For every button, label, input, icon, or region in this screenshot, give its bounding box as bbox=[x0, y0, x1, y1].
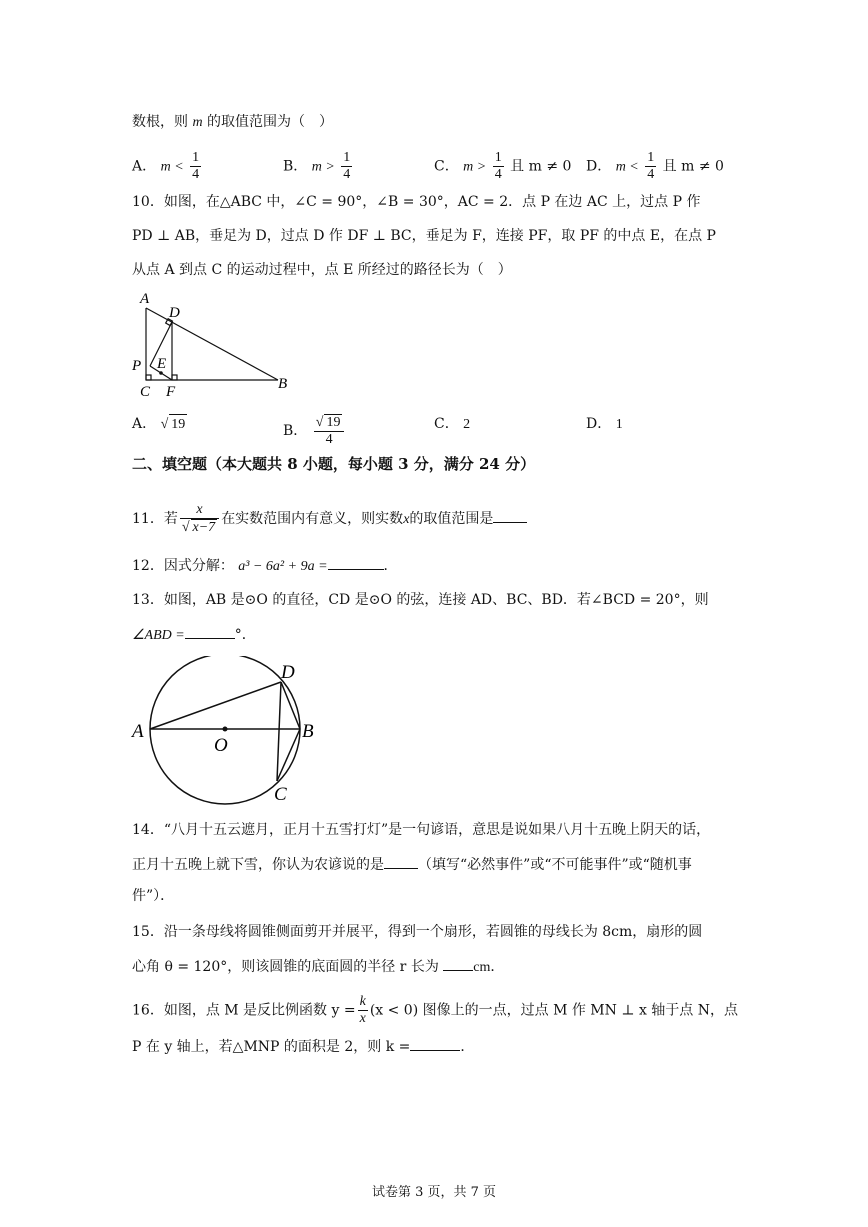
q13-circle-figure bbox=[128, 656, 328, 806]
label-d: D bbox=[281, 662, 295, 683]
option-label: B． bbox=[283, 423, 308, 439]
q9-option-a bbox=[132, 150, 203, 183]
q10-option-b bbox=[283, 414, 346, 448]
q16-text-a: 16．如图，点 M 是反比例函数 y = bbox=[132, 1002, 356, 1019]
answer-blank[interactable] bbox=[410, 1036, 460, 1051]
option-label: C． bbox=[434, 158, 459, 175]
label-b: B bbox=[278, 376, 288, 392]
section-heading: 二、填空题（本大题共 8 小题，每小题 3 分，满分 24 分） bbox=[132, 455, 536, 473]
q13-line-1: 13．如图，AB 是⊙O 的直径，CD 是⊙O 的弦，连接 AD、BC、BD．若∠BCD = 20°，则 bbox=[132, 592, 709, 608]
q11-var: x bbox=[403, 512, 410, 527]
q11-post: 在实数范围内有意义，则实数 bbox=[221, 511, 404, 527]
q16-end: ． bbox=[460, 1039, 475, 1055]
sqrt-sign: √ bbox=[315, 415, 324, 430]
denominator: 4 bbox=[325, 432, 333, 447]
fraction bbox=[341, 150, 352, 183]
q9-text-a: 数根，则 bbox=[132, 114, 188, 130]
option-label: A． bbox=[132, 416, 157, 432]
answer-blank[interactable] bbox=[185, 624, 235, 639]
q13-angle: ∠ABD = bbox=[132, 628, 185, 643]
denominator: x bbox=[359, 1011, 366, 1026]
option-label: A． bbox=[132, 158, 157, 175]
q10-triangle-figure bbox=[128, 288, 298, 400]
q14-line-2 bbox=[132, 854, 692, 875]
option-label: B． bbox=[283, 158, 308, 175]
q9-var-m: m bbox=[192, 115, 203, 130]
q9-text-b: 的取值范围为（ ） bbox=[207, 114, 334, 130]
q13-line-2 bbox=[132, 624, 256, 646]
denominator: 4 bbox=[647, 167, 655, 182]
q9-option-c bbox=[434, 150, 571, 183]
q10-line-2: PD ⊥ AB，垂足为 D，过点 D 作 DF ⊥ BC，垂足为 F，连接 PF，取 PF 的中点 E，在点 P bbox=[132, 228, 716, 244]
q10-option-a bbox=[132, 414, 187, 435]
option-suffix: 且 m ≠ 0 bbox=[510, 158, 572, 175]
q16-text-c: P 在 y 轴上，若△MNP 的面积是 2，则 k = bbox=[132, 1039, 411, 1055]
q13-degree: °． bbox=[234, 627, 256, 643]
q16-text-b: (x < 0) 图像上的一点，过点 M 作 MN ⊥ x 轴于点 N，点 bbox=[369, 1002, 739, 1019]
q11 bbox=[132, 502, 527, 536]
option-label: D． bbox=[586, 158, 612, 175]
q15-text-a: 心角 θ = 120°，则该圆锥的底面圆的半径 r 长为 bbox=[132, 959, 439, 975]
q14-line-1: 14．“八月十五云遮月，正月十五雪打灯”是一句谚语，意思是说如果八月十五晚上阴天的话， bbox=[132, 822, 711, 838]
fraction bbox=[358, 994, 368, 1027]
option-expr: m > bbox=[311, 159, 335, 175]
answer-blank[interactable] bbox=[443, 956, 473, 971]
fraction bbox=[314, 414, 345, 448]
label-d: D bbox=[169, 305, 180, 321]
label-b: B bbox=[302, 721, 314, 742]
label-p: P bbox=[132, 358, 142, 374]
q10-line-1: 10．如图，在△ABC 中，∠C = 90°，∠B = 30°，AC = 2．点 P 在边 AC 上，过点 P 作 bbox=[132, 194, 701, 210]
answer-blank[interactable] bbox=[384, 854, 418, 869]
q15-unit: cm． bbox=[473, 960, 505, 975]
option-label: C． bbox=[434, 416, 459, 432]
option-expr: m < bbox=[615, 159, 639, 175]
denominator: 4 bbox=[494, 167, 502, 182]
numerator bbox=[314, 414, 345, 432]
numerator: 1 bbox=[647, 150, 655, 165]
option-expr: m < bbox=[160, 159, 184, 175]
q15-line-2 bbox=[132, 956, 504, 978]
label-c: C bbox=[274, 784, 287, 805]
q9-stem bbox=[132, 112, 333, 133]
q9-option-b bbox=[283, 150, 354, 183]
q12-expr: a³ − 6a² + 9a = bbox=[238, 559, 328, 574]
q14-line-3: 件”）． bbox=[132, 888, 175, 904]
radicand: 19 bbox=[169, 414, 187, 435]
label-e: E bbox=[157, 356, 167, 372]
denominator: 4 bbox=[343, 167, 351, 182]
q15-line-1: 15．沿一条母线将圆锥侧面剪开并展平，得到一个扇形，若圆锥的母线长为 8cm，扇形的圆 bbox=[132, 924, 703, 940]
label-f: F bbox=[166, 384, 176, 400]
q14-text-b: （填写“必然事件”或“不可能事件”或“随机事 bbox=[418, 857, 692, 873]
numerator: 1 bbox=[343, 150, 351, 165]
numerator: 1 bbox=[494, 150, 502, 165]
fraction bbox=[190, 150, 201, 183]
denominator: 4 bbox=[192, 167, 200, 182]
q10-option-c bbox=[434, 414, 470, 435]
fraction bbox=[493, 150, 504, 183]
option-value: 2 bbox=[463, 417, 471, 432]
page-footer: 试卷第 3 页，共 7 页 bbox=[371, 1185, 497, 1200]
label-a: A bbox=[132, 721, 144, 742]
option-label: D． bbox=[586, 416, 612, 432]
option-expr: m > bbox=[463, 159, 487, 175]
label-o: O bbox=[214, 735, 228, 756]
denominator bbox=[180, 519, 219, 536]
q16-line-2 bbox=[132, 1036, 474, 1057]
option-value: 1 bbox=[615, 417, 623, 432]
q12-pre: 12．因式分解： bbox=[132, 558, 234, 574]
numerator: x bbox=[180, 502, 219, 519]
answer-blank[interactable] bbox=[493, 508, 527, 523]
numerator: k bbox=[359, 994, 366, 1009]
sqrt-sign: √ bbox=[160, 417, 169, 432]
option-suffix: 且 m ≠ 0 bbox=[662, 158, 724, 175]
radicand: x−7 bbox=[192, 520, 216, 535]
q14-text-a: 正月十五晚上就下雪，你认为农谚说的是 bbox=[132, 857, 384, 873]
fraction bbox=[180, 502, 219, 536]
q12: 12．因式分解： a³ − 6a² + 9a = ． bbox=[132, 555, 398, 577]
fraction bbox=[645, 150, 656, 183]
q10-option-d bbox=[586, 414, 623, 435]
q10-line-3: 从点 A 到点 C 的运动过程中，点 E 所经过的路径长为（ ） bbox=[132, 262, 512, 278]
q11-pre: 11．若 bbox=[132, 511, 178, 527]
radicand: 19 bbox=[326, 415, 341, 430]
sqrt-sign: √ bbox=[181, 520, 190, 535]
q16-line-1 bbox=[132, 994, 738, 1027]
answer-blank[interactable] bbox=[328, 555, 384, 570]
q9-option-d bbox=[586, 150, 724, 183]
numerator: 1 bbox=[192, 150, 200, 165]
label-a: A bbox=[140, 291, 150, 307]
q11-post2: 的取值范围是 bbox=[409, 511, 494, 527]
label-c: C bbox=[140, 384, 151, 400]
